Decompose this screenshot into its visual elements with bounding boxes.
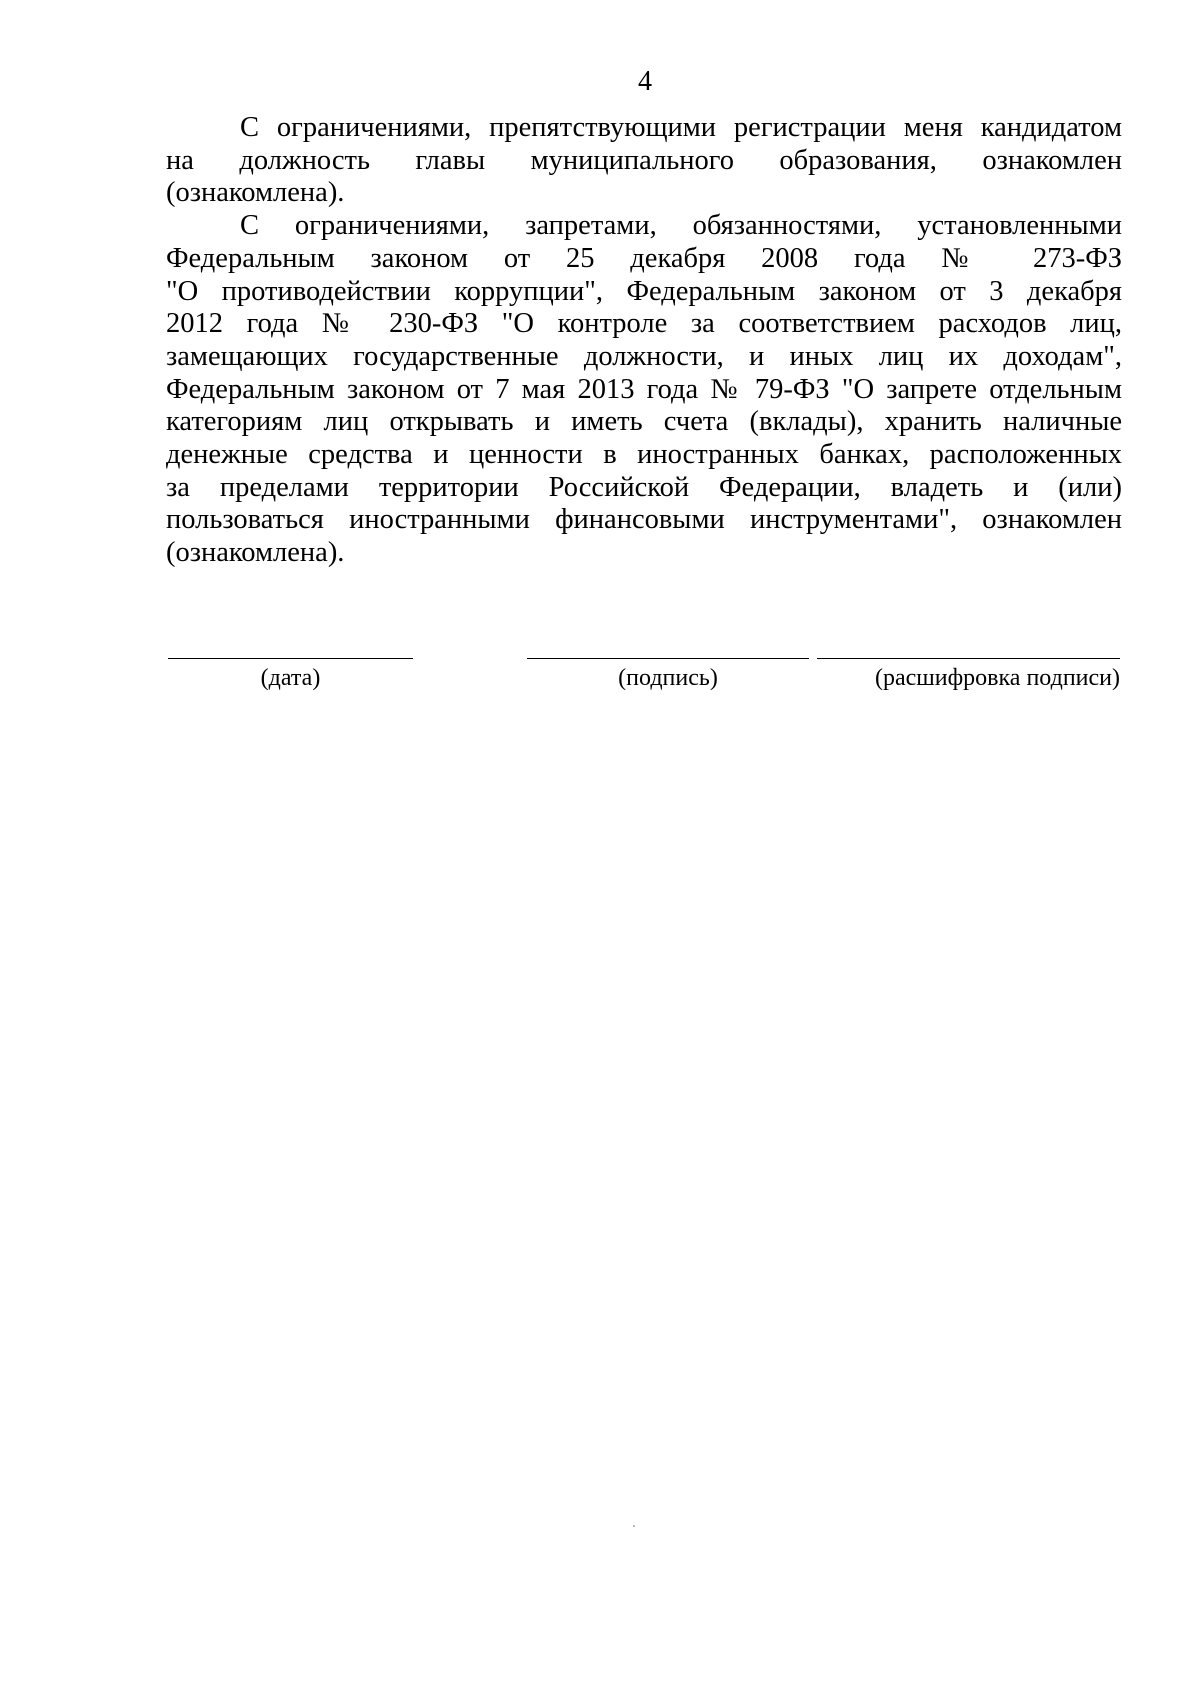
signature-caption: (подпись) bbox=[618, 665, 718, 691]
text-line: пользоваться иностранными финансовыми инструментами", ознакомлен bbox=[166, 504, 1122, 536]
text-line: за пределами территории Российской Федерации, владеть и (или) bbox=[166, 471, 1122, 503]
signature-decode-field[interactable] bbox=[817, 658, 1120, 692]
text-line: "О противодействии коррупции", Федеральным законом от 3 декабря bbox=[166, 275, 1122, 307]
document-body bbox=[166, 112, 1122, 570]
date-caption: (дата) bbox=[260, 665, 321, 691]
text-line: С ограничениями, препятствующими регистрации меня кандидатом bbox=[240, 112, 1122, 143]
date-field[interactable] bbox=[168, 658, 413, 692]
signature-line bbox=[527, 658, 809, 659]
text-line: 2012 года № 230-ФЗ "О контроле за соответствием расходов лиц, bbox=[166, 308, 1122, 340]
text-line: Федеральным законом от 7 мая 2013 года № 79-ФЗ "О запрете отдельным bbox=[166, 373, 1122, 405]
scan-speck bbox=[633, 1525, 635, 1527]
paragraph-anticorruption-laws bbox=[166, 210, 1122, 570]
text-line: (ознакомлена). bbox=[166, 537, 345, 569]
text-line: денежные средства и ценности в иностранных банках, расположенных bbox=[166, 439, 1122, 471]
signature-decode-caption: (расшифровка подписи) bbox=[875, 665, 1120, 691]
text-line: С ограничениями, запретами, обязанностями, установленными bbox=[240, 210, 1122, 242]
text-line: категориям лиц открывать и иметь счета (вклады), хранить наличные bbox=[166, 406, 1122, 438]
text-line: Федеральным законом от 25 декабря 2008 года № 273-ФЗ bbox=[166, 242, 1122, 274]
text-line: (ознакомлена). bbox=[166, 177, 345, 209]
paragraph-restrictions-registration bbox=[166, 112, 1122, 210]
page-number: 4 bbox=[638, 66, 652, 97]
signature-decode-line bbox=[817, 658, 1120, 659]
text-line: замещающих государственные должности, и иных лиц их доходам", bbox=[166, 340, 1122, 372]
signature-field[interactable] bbox=[527, 658, 809, 692]
signature-block bbox=[0, 658, 1200, 708]
date-line bbox=[168, 658, 413, 659]
text-line: на должность главы муниципального образования, ознакомлен bbox=[166, 144, 1122, 176]
